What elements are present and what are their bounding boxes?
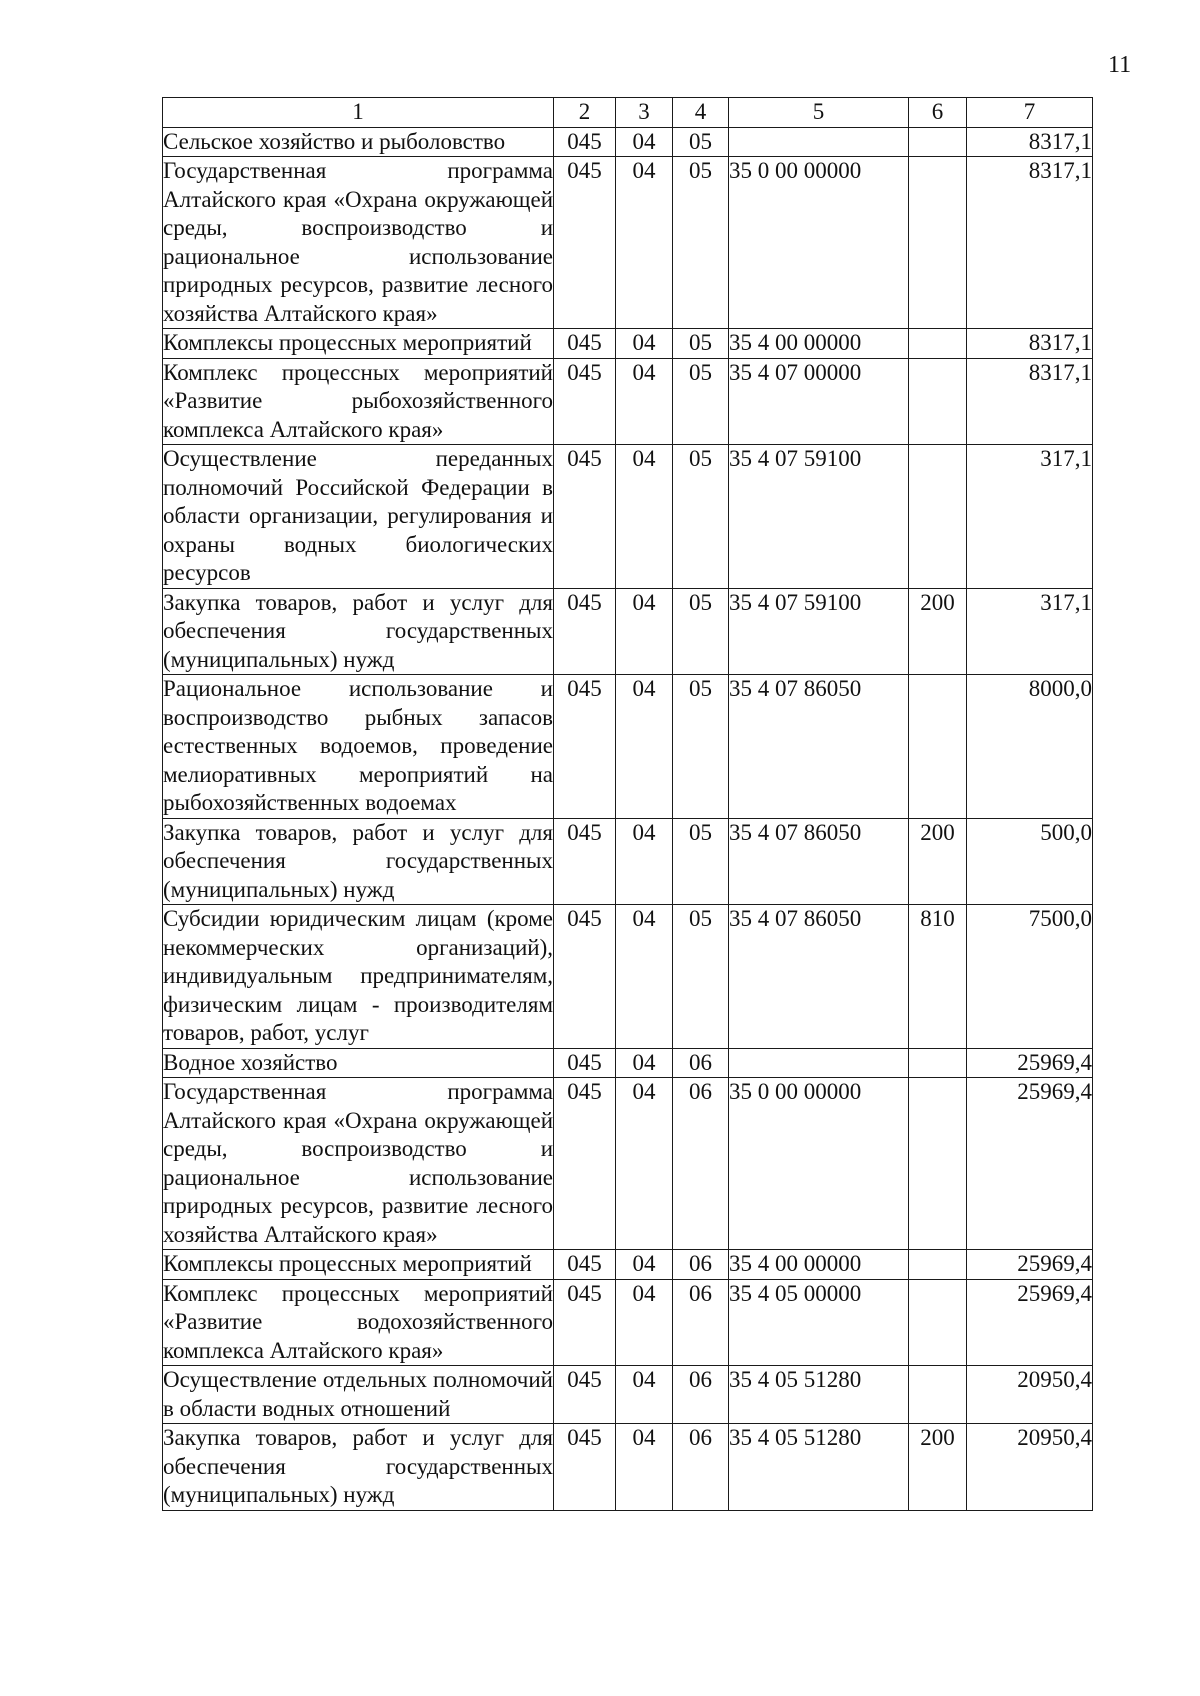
amount: 317,1: [967, 588, 1093, 675]
ministry-code: 045: [554, 675, 616, 819]
table-row: [163, 1279, 1093, 1366]
row-description: Закупка товаров, работ и услуг для обеспечения государственных (муниципальных) нужд: [163, 1424, 554, 1511]
amount: 25969,4: [967, 1279, 1093, 1366]
expense-type-code: 200: [909, 588, 967, 675]
expense-type-code: [909, 1366, 967, 1424]
section-code: 04: [616, 1279, 673, 1366]
section-code: 04: [616, 588, 673, 675]
amount: 317,1: [967, 445, 1093, 589]
ministry-code: 045: [554, 127, 616, 157]
row-description: Субсидии юридическим лицам (кроме некоммерческих организаций), индивидуальным предпринимателям, физическим лицам - производителям товаров, работ, услуг: [163, 905, 554, 1049]
row-description: Государственная программа Алтайского края «Охрана окружающей среды, воспроизводство и рациональное использование природных ресурсов, развитие лесного хозяйства Алтайского края»: [163, 1078, 554, 1250]
row-description: Сельское хозяйство и рыболовство: [163, 127, 554, 157]
expense-type-code: 200: [909, 818, 967, 905]
expense-type-code: [909, 157, 967, 329]
expense-type-code: [909, 127, 967, 157]
target-article-code: 35 4 05 00000: [729, 1279, 909, 1366]
ministry-code: 045: [554, 358, 616, 445]
amount: 8317,1: [967, 127, 1093, 157]
section-code: 04: [616, 358, 673, 445]
expense-type-code: [909, 445, 967, 589]
subsection-code: 05: [673, 358, 729, 445]
amount: 25969,4: [967, 1250, 1093, 1280]
table-body: [163, 127, 1093, 1510]
table-row: [163, 905, 1093, 1049]
subsection-code: 05: [673, 445, 729, 589]
amount: 8317,1: [967, 157, 1093, 329]
section-code: 04: [616, 445, 673, 589]
expense-type-code: [909, 358, 967, 445]
row-description: Закупка товаров, работ и услуг для обеспечения государственных (муниципальных) нужд: [163, 818, 554, 905]
table-row: [163, 157, 1093, 329]
row-description: Водное хозяйство: [163, 1048, 554, 1078]
expense-type-code: [909, 1078, 967, 1250]
row-description: Рациональное использование и воспроизводство рыбных запасов естественных водоемов, проведение мелиоративных мероприятий на рыбохозяйственных водоемах: [163, 675, 554, 819]
table-row: [163, 1078, 1093, 1250]
subsection-code: 05: [673, 127, 729, 157]
column-header: 7: [967, 98, 1093, 128]
amount: 500,0: [967, 818, 1093, 905]
subsection-code: 05: [673, 818, 729, 905]
amount: 7500,0: [967, 905, 1093, 1049]
page-number: 11: [1108, 52, 1132, 78]
expense-type-code: [909, 1279, 967, 1366]
section-code: 04: [616, 1250, 673, 1280]
amount: 8317,1: [967, 358, 1093, 445]
ministry-code: 045: [554, 588, 616, 675]
row-description: Комплекс процессных мероприятий «Развитие водохозяйственного комплекса Алтайского края»: [163, 1279, 554, 1366]
amount: 25969,4: [967, 1048, 1093, 1078]
header-row: [163, 98, 1093, 128]
subsection-code: 06: [673, 1250, 729, 1280]
section-code: 04: [616, 1048, 673, 1078]
expense-type-code: 200: [909, 1424, 967, 1511]
table-row: [163, 588, 1093, 675]
amount: 20950,4: [967, 1424, 1093, 1511]
ministry-code: 045: [554, 905, 616, 1049]
table-row: [163, 358, 1093, 445]
budget-table: [162, 97, 1093, 1511]
ministry-code: 045: [554, 1250, 616, 1280]
target-article-code: 35 4 00 00000: [729, 1250, 909, 1280]
section-code: 04: [616, 1078, 673, 1250]
ministry-code: 045: [554, 1078, 616, 1250]
row-description: Государственная программа Алтайского края «Охрана окружающей среды, воспроизводство и рациональное использование природных ресурсов, развитие лесного хозяйства Алтайского края»: [163, 157, 554, 329]
ministry-code: 045: [554, 1366, 616, 1424]
expense-type-code: [909, 1048, 967, 1078]
section-code: 04: [616, 1366, 673, 1424]
section-code: 04: [616, 675, 673, 819]
row-description: Комплекс процессных мероприятий «Развитие рыбохозяйственного комплекса Алтайского края»: [163, 358, 554, 445]
subsection-code: 06: [673, 1048, 729, 1078]
target-article-code: 35 4 07 00000: [729, 358, 909, 445]
expense-type-code: [909, 675, 967, 819]
subsection-code: 05: [673, 329, 729, 359]
target-article-code: 35 4 07 86050: [729, 675, 909, 819]
section-code: 04: [616, 127, 673, 157]
row-description: Закупка товаров, работ и услуг для обеспечения государственных (муниципальных) нужд: [163, 588, 554, 675]
table-row: [163, 445, 1093, 589]
table-row: [163, 818, 1093, 905]
target-article-code: 35 4 07 86050: [729, 818, 909, 905]
target-article-code: 35 4 07 59100: [729, 588, 909, 675]
target-article-code: 35 0 00 00000: [729, 1078, 909, 1250]
ministry-code: 045: [554, 329, 616, 359]
expense-type-code: [909, 1250, 967, 1280]
section-code: 04: [616, 818, 673, 905]
row-description: Осуществление переданных полномочий Российской Федерации в области организации, регулирования и охраны водных биологических ресурсов: [163, 445, 554, 589]
row-description: Комплексы процессных мероприятий: [163, 1250, 554, 1280]
subsection-code: 06: [673, 1366, 729, 1424]
section-code: 04: [616, 157, 673, 329]
target-article-code: [729, 127, 909, 157]
section-code: 04: [616, 329, 673, 359]
subsection-code: 05: [673, 905, 729, 1049]
table-row: [163, 1250, 1093, 1280]
amount: 25969,4: [967, 1078, 1093, 1250]
subsection-code: 06: [673, 1078, 729, 1250]
ministry-code: 045: [554, 445, 616, 589]
row-description: Комплексы процессных мероприятий: [163, 329, 554, 359]
column-header: 3: [616, 98, 673, 128]
target-article-code: 35 0 00 00000: [729, 157, 909, 329]
amount: 20950,4: [967, 1366, 1093, 1424]
table-row: [163, 329, 1093, 359]
subsection-code: 05: [673, 157, 729, 329]
subsection-code: 06: [673, 1424, 729, 1511]
target-article-code: 35 4 07 86050: [729, 905, 909, 1049]
expense-type-code: 810: [909, 905, 967, 1049]
column-header: 6: [909, 98, 967, 128]
target-article-code: 35 4 00 00000: [729, 329, 909, 359]
column-header: 5: [729, 98, 909, 128]
amount: 8317,1: [967, 329, 1093, 359]
table-row: [163, 1366, 1093, 1424]
subsection-code: 05: [673, 588, 729, 675]
target-article-code: 35 4 05 51280: [729, 1424, 909, 1511]
ministry-code: 045: [554, 1424, 616, 1511]
table-row: [163, 1424, 1093, 1511]
ministry-code: 045: [554, 1279, 616, 1366]
amount: 8000,0: [967, 675, 1093, 819]
ministry-code: 045: [554, 157, 616, 329]
table-row: [163, 1048, 1093, 1078]
column-header: 4: [673, 98, 729, 128]
table-row: [163, 127, 1093, 157]
subsection-code: 05: [673, 675, 729, 819]
table-row: [163, 675, 1093, 819]
section-code: 04: [616, 905, 673, 1049]
column-header: 1: [163, 98, 554, 128]
ministry-code: 045: [554, 818, 616, 905]
target-article-code: 35 4 05 51280: [729, 1366, 909, 1424]
subsection-code: 06: [673, 1279, 729, 1366]
ministry-code: 045: [554, 1048, 616, 1078]
target-article-code: [729, 1048, 909, 1078]
section-code: 04: [616, 1424, 673, 1511]
row-description: Осуществление отдельных полномочий в области водных отношений: [163, 1366, 554, 1424]
column-header: 2: [554, 98, 616, 128]
target-article-code: 35 4 07 59100: [729, 445, 909, 589]
expense-type-code: [909, 329, 967, 359]
